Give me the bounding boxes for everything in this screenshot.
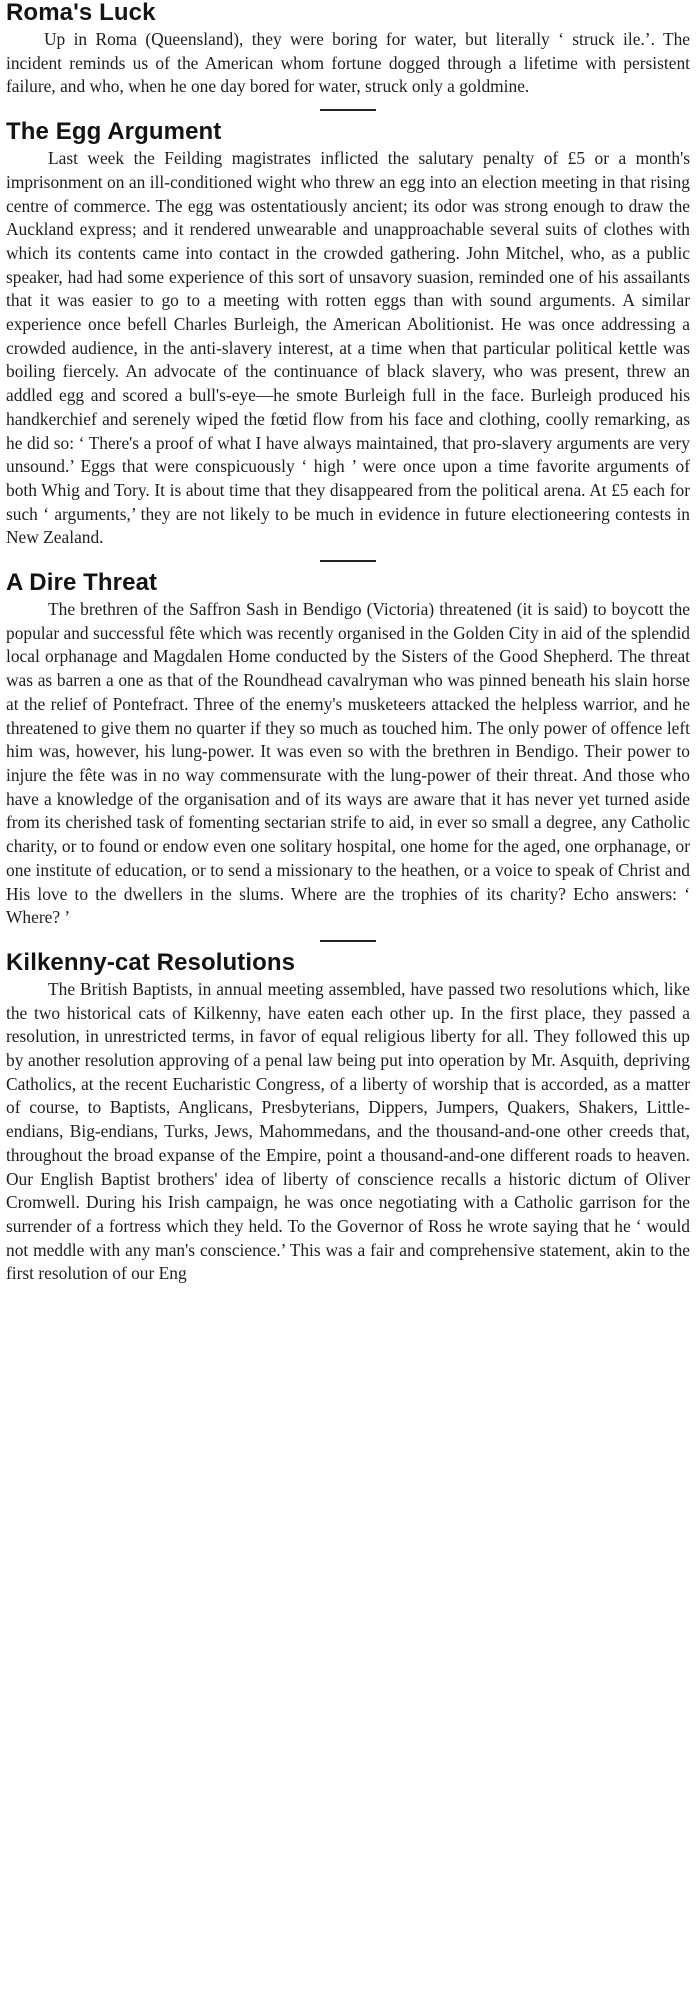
article-body-kilkenny-cat-resolutions: The British Baptists, in annual meeting assembled, have passed two resolutions which, like the two historical cats of Kilkenny, have eaten each other up. In the first place, they passed a resolution, in unrestricted terms, in favor of equal religious liberty for all. They followed this up by another resolution approving of a penal law being put into operation by Mr. Asquith, depriving Catholics, at the recent Eucharistic Congress, of a liberty of worship that is accorded, as a matter of course, to Baptists, Anglicans, Presbyterians, Dippers, Jumpers, Quakers, Shakers, Little-endians, Big-endians, Turks, Jews, Mahommedans, and the thousand-and-one other creeds that, throughout the broad expanse of the Empire, point a thousand-and-one different roads to heaven. Our English Baptist brothers' idea of liberty of conscience recalls a historic dictum of Oliver Cromwell. During his Irish campaign, he was once negotiating with a Catholic garrison for the surrender of a fortress which they held. To the Governor of Ross he wrote saying that he ‘ would not meddle with any man's conscience.’ This was a fair and comprehensive statement, akin to the first resolution of our Eng bbox=[6, 978, 690, 1284]
article-egg-argument bbox=[6, 119, 690, 550]
article-body-romas-luck: Up in Roma (Queensland), they were boring for water, but literally ‘ struck ile.’. The incident reminds us of the American whom fortune dogged through a lifetime with persistent failure, and who, when he one day bored for water, struck only a goldmine. bbox=[6, 29, 690, 97]
headline-dire-threat: A Dire Threat bbox=[6, 569, 158, 597]
article-body-dire-threat: The brethren of the Saffron Sash in Bendigo (Victoria) threatened (it is said) to boycott the popular and successful fête which was recently organised in the Golden City in aid of the splendid local orphanage and Magdalen Home conducted by the Sisters of the Good Shepherd. The threat was as barren a one as that of the Roundhead cavalryman who was pinned beneath his slain horse at the relief of Pontefract. Three of the enemy's musketeers attacked the helpless warrior, and he threatened to give them no quarter if they so much as touched him. The only power of offence left him was, however, his lung-power. It was even so with the brethren in Bendigo. Their power to injure the fête was in no way commensurate with the lung-power of their threat. And those who have a knowledge of the organisation and of its ways are aware that it has never yet turned aside from its cherished task of fomenting sectarian strife to aid, in ever so small a degree, any Catholic charity, or to found or endow even one solitary hospital, one home for the aged, one orphanage, or one institute of education, or to send a missionary to the heathen, or a voice to speak of Christ and His love to the dwellers in the slums. Where are the trophies of its charity? Echo answers: ‘ Where? ’ bbox=[6, 599, 690, 928]
section-divider bbox=[320, 109, 376, 111]
article-romas-luck bbox=[6, 0, 690, 99]
headline-romas-luck: Roma's Luck bbox=[6, 0, 156, 26]
article-dire-threat bbox=[6, 570, 690, 930]
headline-egg-argument: The Egg Argument bbox=[6, 118, 222, 146]
section-divider bbox=[320, 940, 376, 942]
section-divider bbox=[320, 560, 376, 562]
article-body-egg-argument: Last week the Feilding magistrates inflicted the salutary penalty of £5 or a month's imprisonment on an ill-conditioned wight who threw an egg into an election meeting in that rising centre of commerce. The egg was ostentatiously ancient; its odor was strong enough to draw the Auckland express; and it rendered unwearable and unapproachable several suits of clothes with which its contents came into contact in the crowded gathering. John Mitchel, who, as a public speaker, had had some experience of this sort of unsavory suasion, reminded one of his assailants that it was easier to go to a meeting with rotten eggs than with sound arguments. A similar experience once befell Charles Burleigh, the American Abolitionist. He was once addressing a crowded audience, in the anti-slavery interest, at a time when that particular political kettle was boiling fiercely. An advocate of the continuance of black slavery, who was present, threw an addled egg and scored a bull's-eye—he smote Burleigh full in the face. Burleigh produced his handkerchief and serenely wiped the fœtid flow from his face and clothing, coolly remarking, as he did so: ‘ There's a proof of what I have always maintained, that pro-slavery arguments are very unsound.’ Eggs that were conspicuously ‘ high ’ were once upon a time favorite arguments of both Whig and Tory. It is about time that they disappeared from the political arena. At £5 each for such ‘ arguments,’ they are not likely to be much in evidence in future electioneering contests in New Zealand. bbox=[6, 148, 690, 548]
newspaper-page bbox=[6, 0, 690, 1286]
article-kilkenny-cat-resolutions bbox=[6, 950, 690, 1286]
headline-kilkenny-cat-resolutions: Kilkenny-cat Resolutions bbox=[6, 948, 296, 976]
